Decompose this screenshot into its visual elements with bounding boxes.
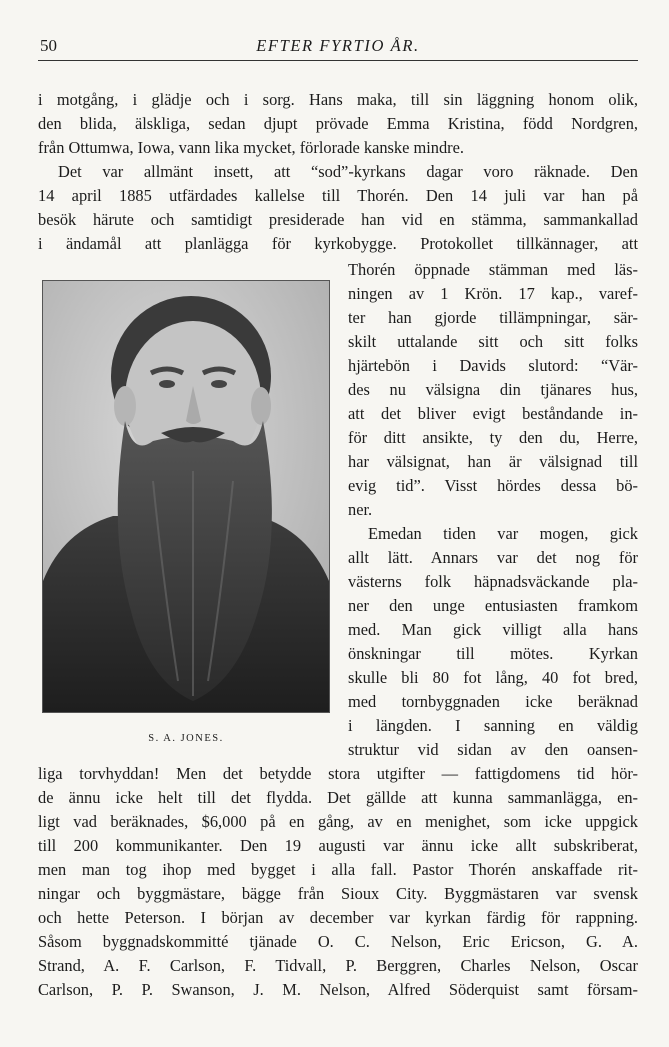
- portrait-photo: [42, 280, 330, 713]
- text-line: med. Man gick villigt alla hans: [348, 620, 638, 639]
- text-line: de ännu icke helt till det flydda. Det gällde att kunna sammanlägga, en-: [38, 788, 638, 807]
- text-line: till 200 kommunikanter. Den 19 augusti var ännu icke allt subskriberat,: [38, 836, 638, 855]
- page-number: 50: [40, 36, 57, 55]
- running-head: EFTER FYRTIO ÅR.: [256, 36, 420, 55]
- text-line: har välsignat, han är välsignad till: [348, 452, 638, 471]
- text-line: västerns folk häpnadsväckande pla-: [348, 572, 638, 591]
- text-line: Strand, A. F. Carlson, F. Tidvall, P. Berggren, Charles Nelson, Oscar: [38, 956, 638, 975]
- text-line: skulle bli 80 fot lång, 40 fot bred,: [348, 668, 638, 687]
- text-line: Carlson, P. P. Swanson, J. M. Nelson, Alfred Söderquist samt försam-: [38, 980, 638, 999]
- text-line: ner.: [348, 500, 373, 519]
- text-line: i längden. I sanning en väldig: [348, 716, 638, 735]
- text-line: hjärtebön i Davids slutord: “Vär-: [348, 356, 638, 375]
- text-line: ligt vad beräknades, $6,000 på en gång, av en menighet, som icke uppgick: [38, 812, 638, 831]
- text-line: men man tog ihop med bygget i alla fall. Pastor Thorén anskaffade rit-: [38, 860, 638, 879]
- text-line: des nu välsigna din tjänares hus,: [348, 380, 638, 399]
- page-header: [38, 34, 638, 61]
- text-line: med tornbyggnaden icke beräknad: [348, 692, 638, 711]
- text-line: allt lätt. Annars var det nog för: [348, 548, 638, 567]
- text-line: från Ottumwa, Iowa, vann lika mycket, förlorade kanske mindre.: [38, 138, 465, 157]
- text-line: för ditt ansikte, ty den du, Herre,: [348, 428, 638, 447]
- figure-caption: S. A. JONES.: [148, 733, 224, 744]
- text-line: evig tid”. Visst hördes dessa bö-: [348, 476, 638, 495]
- text-line: Såsom byggnadskommitté tjänade O. C. Nelson, Eric Ericson, G. A.: [38, 932, 638, 951]
- text-line: i motgång, i glädje och i sorg. Hans maka, till sin läggning honom olik,: [38, 90, 638, 109]
- text-line: i ändamål att planlägga för kyrkobygge. Protokollet tillkännager, att: [38, 234, 638, 253]
- text-line: ningen av 1 Krön. 17 kap., varef-: [348, 284, 638, 303]
- text-line: ter han gjorde tillämpningar, sär-: [348, 308, 638, 327]
- text-line: Det var allmänt insett, att “sod”-kyrkans dagar voro räknade. Den: [58, 162, 638, 181]
- text-line: skilt uttalande sitt och sitt folks: [348, 332, 638, 351]
- text-line: 14 april 1885 utfärdades kallelse till Thorén. Den 14 juli var han på: [38, 186, 638, 205]
- text-line: ningar och byggmästare, bägge från Sioux City. Byggmästaren var svensk: [38, 884, 638, 903]
- text-line: besök härute och samtidigt presiderade han vid en stämma, sammankallad: [38, 210, 638, 229]
- text-line: Thorén öppnade stämman med läs-: [348, 260, 638, 279]
- text-line: Emedan tiden var mogen, gick: [368, 524, 638, 543]
- text-line: önskningar till mötes. Kyrkan: [348, 644, 638, 663]
- text-line: liga torvhyddan! Men det betydde stora utgifter — fattigdomens tid hör-: [38, 764, 638, 783]
- text-line: den blida, älskliga, sedan djupt prövade Emma Kristina, född Nordgren,: [38, 114, 638, 133]
- text-line: att det bliver evigt beståndande in-: [348, 404, 638, 423]
- text-line: struktur vid sidan av den oansen-: [348, 740, 638, 759]
- text-line: ner den unge entusiasten framkom: [348, 596, 638, 615]
- text-line: och hette Peterson. I början av december var kyrkan färdig för rappning.: [38, 908, 638, 927]
